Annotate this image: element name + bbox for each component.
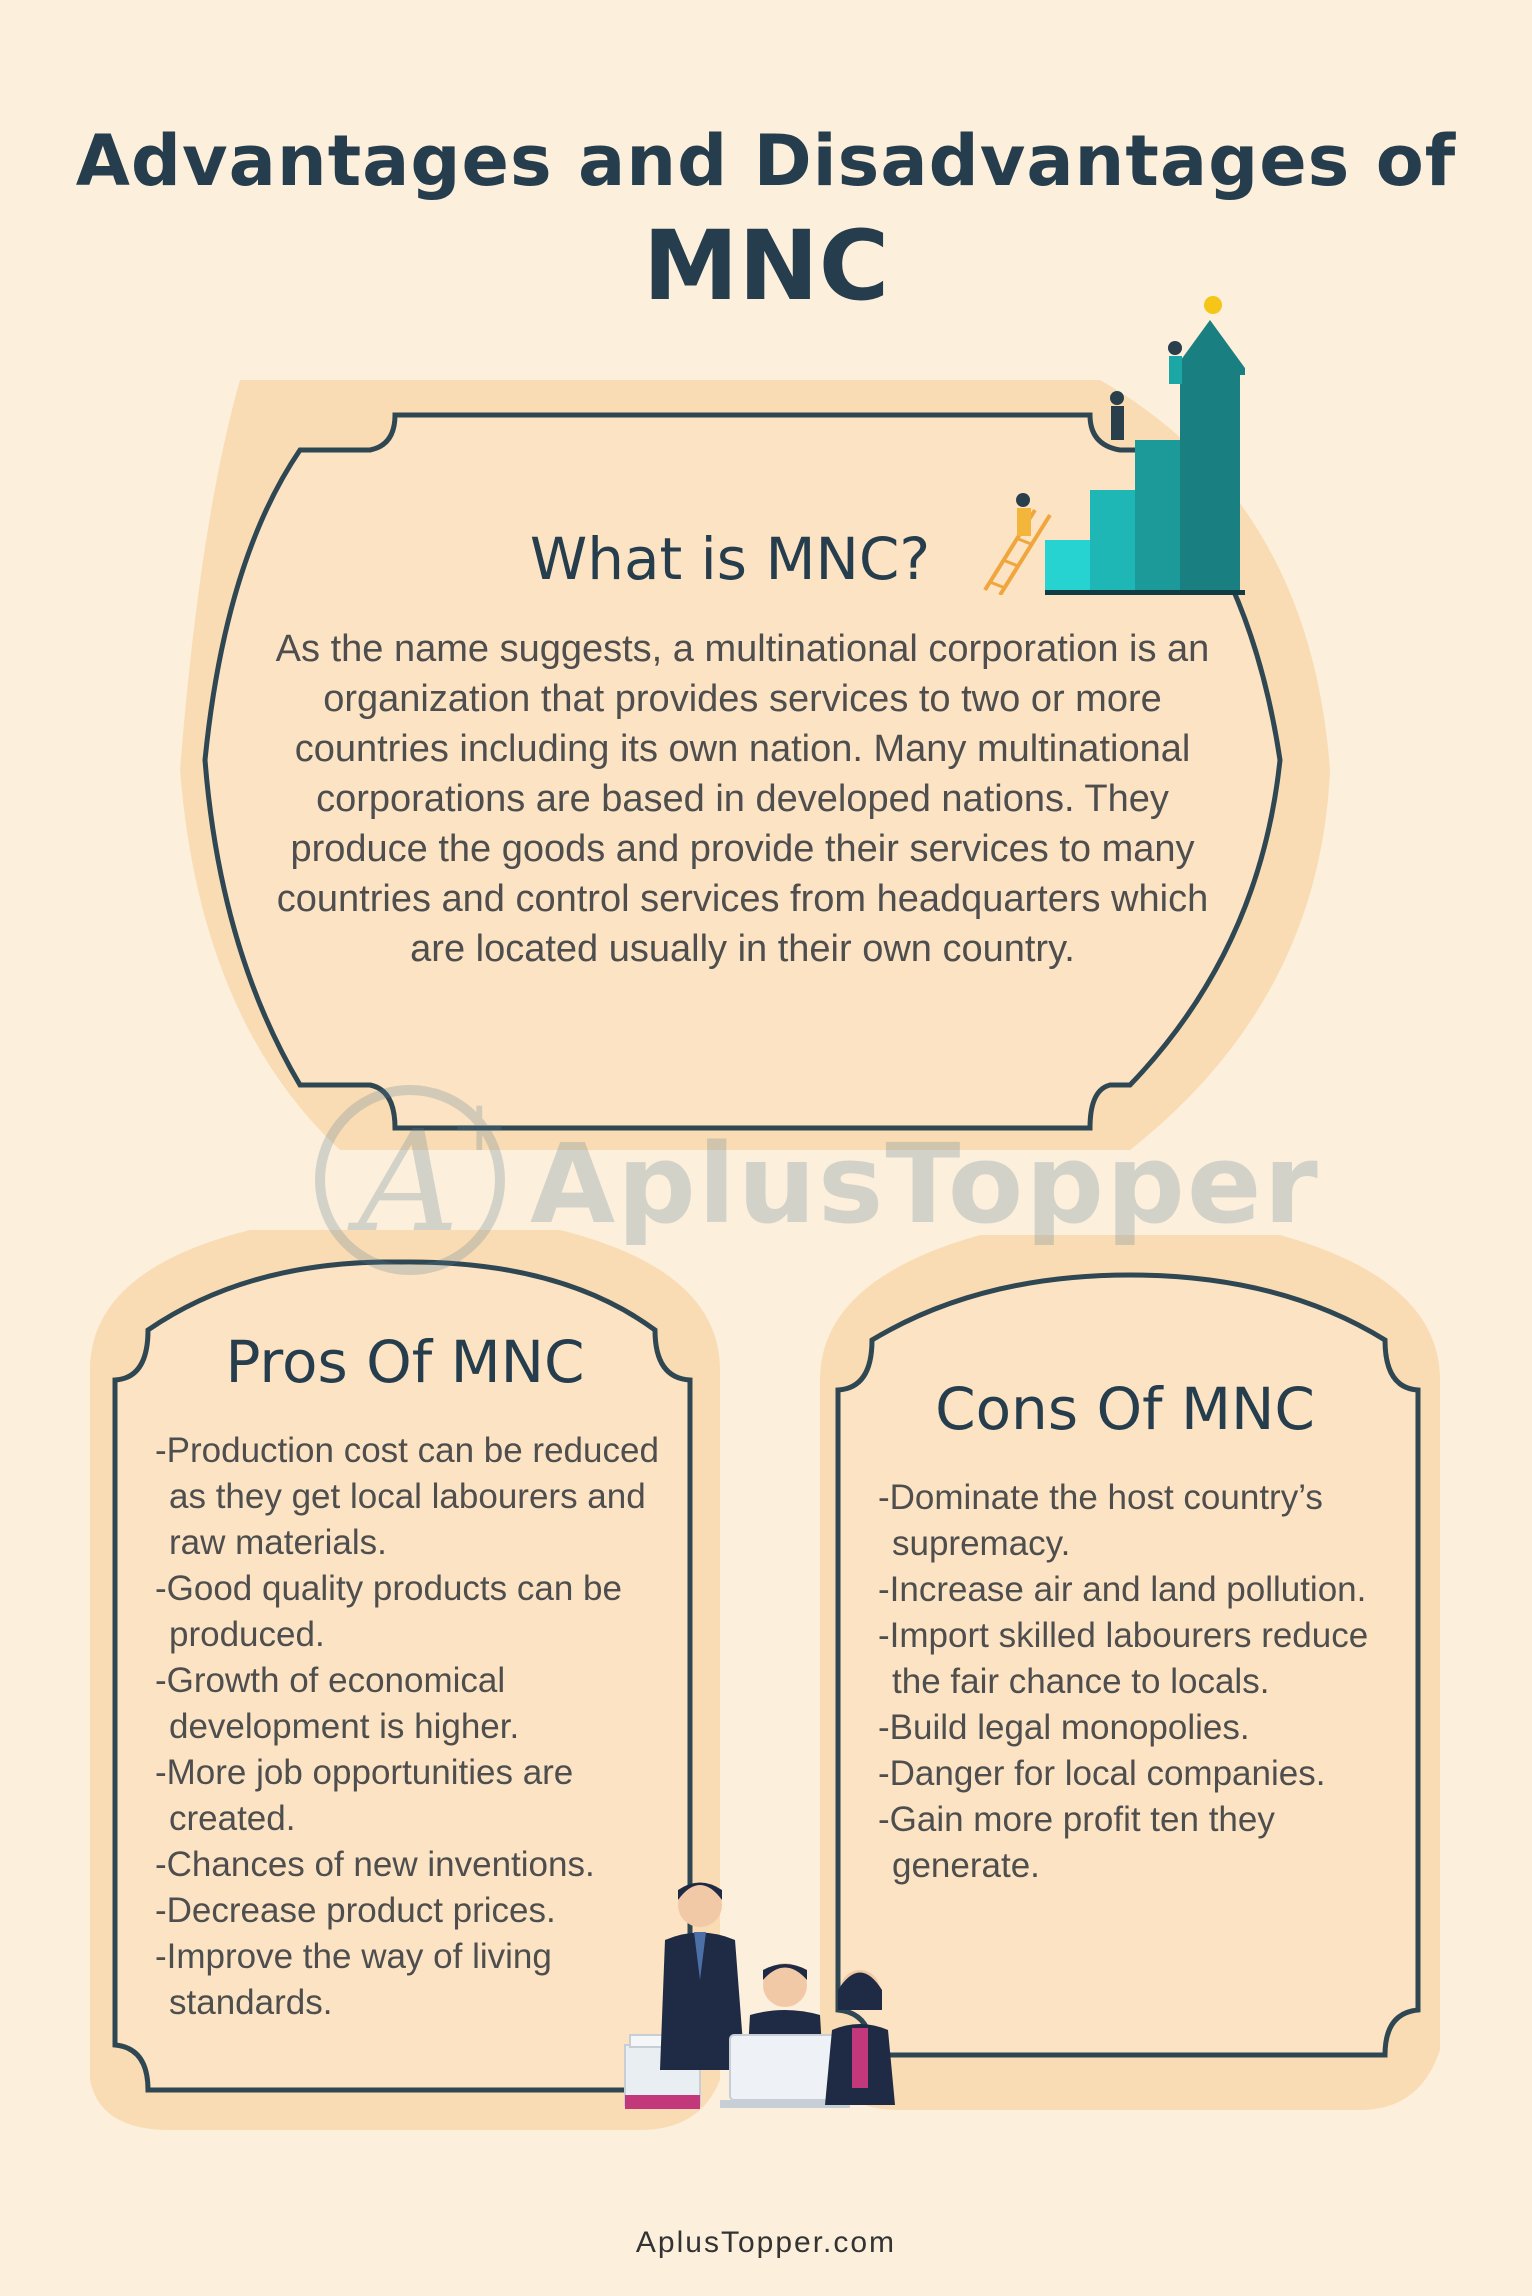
stairs-growth-illustration: [975, 290, 1245, 595]
cons-list: [878, 1475, 1388, 1889]
svg-text:+: +: [450, 1085, 509, 1167]
cons-item: -Danger for local companies.: [878, 1754, 1326, 1793]
watermark-text: AplusTopper: [530, 1120, 1320, 1248]
footer-site: AplusTopper.com: [635, 2226, 897, 2259]
business-team-illustration: [620, 1870, 920, 2120]
watermark: [300, 1080, 1320, 1280]
pros-item: -Production cost can be reduced as they get local labourers and raw materials.: [155, 1431, 659, 1562]
cons-item: -Gain more profit ten they generate.: [878, 1800, 1275, 1885]
pros-item: -Chances of new inventions.: [155, 1845, 595, 1884]
what-body: As the name suggests, a multinational corporation is an organization that provides services to two or more countries including its own nation. Many multinational corporations are based in developed nations. They produce the goods and provide their services to many countries and control services from headquarters which are located usually in their own country.: [275, 628, 1210, 970]
pros-list: [155, 1428, 675, 2026]
pros-item: -Improve the way of living standards.: [155, 1937, 552, 2022]
cons-item: -Import skilled labourers reduce the fair chance to locals.: [878, 1616, 1369, 1701]
page-title: Advantages and Disadvantages of: [75, 120, 1457, 202]
cons-item: -Build legal monopolies.: [878, 1708, 1250, 1747]
cons-heading: Cons Of MNC: [935, 1375, 1315, 1443]
what-heading: What is MNC?: [529, 525, 931, 593]
pros-item: -Decrease product prices.: [155, 1891, 556, 1930]
svg-text:A: A: [358, 1101, 460, 1264]
pros-item: -More job opportunities are created.: [155, 1753, 574, 1838]
cons-item: -Increase air and land pollution.: [878, 1570, 1367, 1609]
pros-item: -Good quality products can be produced.: [155, 1569, 622, 1654]
aplus-logo-icon: [300, 1080, 530, 1280]
page-title-mnc: MNC: [642, 210, 890, 322]
pros-item: -Growth of economical development is higher.: [155, 1661, 520, 1746]
cons-item: -Dominate the host country’s supremacy.: [878, 1478, 1323, 1563]
pros-heading: Pros Of MNC: [225, 1328, 585, 1396]
